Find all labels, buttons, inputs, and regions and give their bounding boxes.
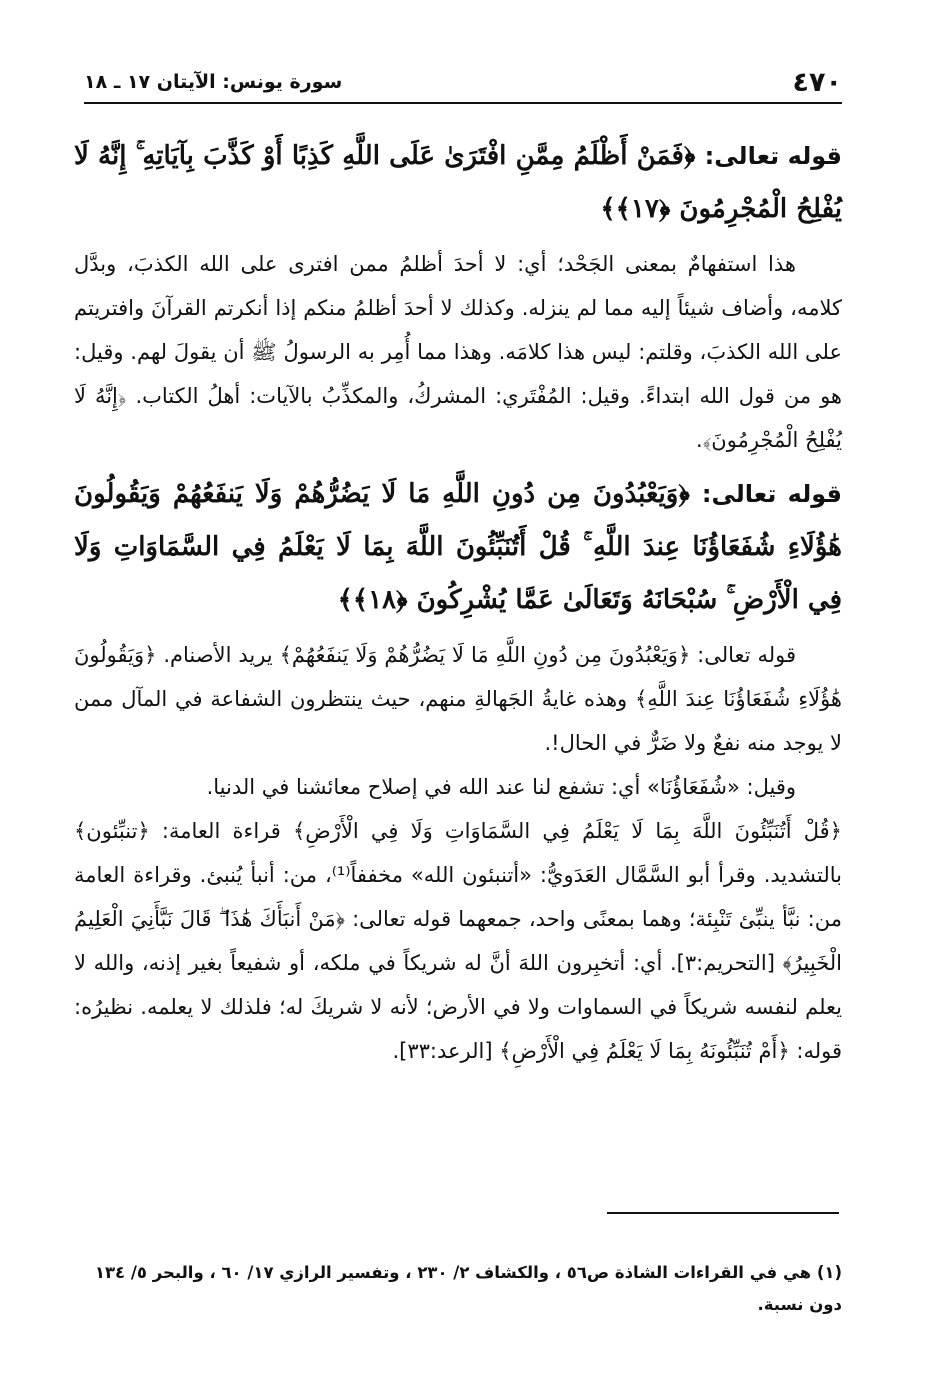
commentary-paragraph: ﴿قُلْ أَتُنَبِّئُونَ اللَّهَ بِمَا لَا يَعْلَمُ فِي السَّمَاوَاتِ وَلَا فِي الْأَرْضِ﴾ قراءة العامة: ﴿تنبِّئون﴾ بالتشديد. وقرأ أبو السَّمَّال العَدَويُّ: «أتنبئون الله» مخففاً⁽¹⁾، من: أنبأ يُنبئ. وقراءة العامة من: نبَّأ ينبِّئ تَنْبِئة؛ وهما بمعنًى واحد، جمعهما قوله تعالى: ﴿مَنْ أَنبَأَكَ هَٰذَا ۖ قَالَ نَبَّأَنِيَ الْعَلِيمُ الْخَبِيرُ﴾ [التحريم:٣]. أي: أتخبِرون اللهَ أنَّ له شريكاً في ملكه، أو شفيعاً بغير إذنه، والله لا يعلم لنفسه شريكاً في السماوات ولا في الأرض؛ لأنه لا شريكَ له؛ فلذلك لا يعلمه. نظيرُه: قوله: ﴿أَمْ تُنَبِّئُونَهُ بِمَا لَا يَعْلَمُ فِي الْأَرْضِ﴾ [الرعد:٣٣]. — [74, 819, 842, 1063]
verse-text: ﴿وَيَعْبُدُونَ مِن دُونِ اللَّهِ مَا لَا يَضُرُّهُمْ وَلَا يَنفَعُهُمْ وَيَقُولُونَ هَٰؤُلَاءِ شُفَعَاؤُنَا عِندَ اللَّهِ ۚ قُلْ أَتُنَبِّئُونَ اللَّهَ بِمَا لَا يَعْلَمُ فِي السَّمَاوَاتِ وَلَا فِي الْأَرْضِ ۚ سُبْحَانَهُ وَتَعَالَىٰ عَمَّا يُشْرِكُونَ ﴿١٨﴾﴾ — [74, 479, 842, 615]
footnote: (١) هي في القراءات الشاذة ص٥٦ ، والكشاف ٢/ ٢٣٠ ، وتفسير الرازي ١٧/ ٦٠ ، والبحر ٥/ ١٣٤ دون نسبة. — [94, 1262, 842, 1314]
verse-text: ﴿فَمَنْ أَظْلَمُ مِمَّنِ افْتَرَىٰ عَلَى اللَّهِ كَذِبًا أَوْ كَذَّبَ بِآيَاتِهِ ۚ إِنَّهُ لَا يُفْلِحُ الْمُجْرِمُونَ ﴿١٧﴾﴾ — [74, 141, 842, 224]
verse-label: قوله تعالى: — [704, 142, 842, 170]
footnote-divider — [607, 1212, 839, 1214]
page-body — [74, 130, 842, 1073]
commentary-paragraph: وقيل: «شُفَعَاؤُنَا» أي: تشفع لنا عند الله في إصلاح معائشنا في الدنيا. — [206, 775, 796, 799]
page-header — [84, 62, 842, 104]
running-title: سورة يونس: الآيتان ١٧ ـ ١٨ — [84, 71, 343, 93]
quran-verse-17 — [74, 130, 842, 236]
commentary-paragraph: هذا استفهامٌ بمعنى الجَحْد؛ أي: لا أحدَ أظلمُ ممن افترى على الله الكذبَ، وبدَّل كلامه، وأضاف شيئاً إليه مما لم ينزله. وكذلك لا أحدَ أظلمُ منكم إذا أنكرتم القرآنَ وافتريتم على الله الكذبَ، وقلتم: ليس هذا كلامَه. وهذا مما أُمِر به الرسولُ ﷺ أن يقولَ لهم. وقيل: هو من قول الله ابتداءً. وقيل: المُفْتَري: المشركُ، والمكذِّبُ بالآيات: أهلُ الكتاب. ﴿إِنَّهُ لَا يُفْلِحُ الْمُجْرِمُونَ﴾. — [74, 252, 842, 452]
page-number: ٤٧٠ — [792, 66, 842, 98]
quran-verse-18 — [74, 468, 842, 627]
verse-label: قوله تعالى: — [701, 480, 842, 508]
commentary-paragraph: قوله تعالى: ﴿وَيَعْبُدُونَ مِن دُونِ اللَّهِ مَا لَا يَضُرُّهُمْ وَلَا يَنفَعُهُمْ﴾ يريد الأصنام. ﴿وَيَقُولُونَ هَٰؤُلَاءِ شُفَعَاؤُنَا عِندَ اللَّهِ﴾ وهذه غايةُ الجَهالةِ منهم، حيث ينتظرون الشفاعة في المآل ممن لا يوجد منه نفعٌ ولا ضَرٌّ في الحال!. — [74, 643, 842, 755]
